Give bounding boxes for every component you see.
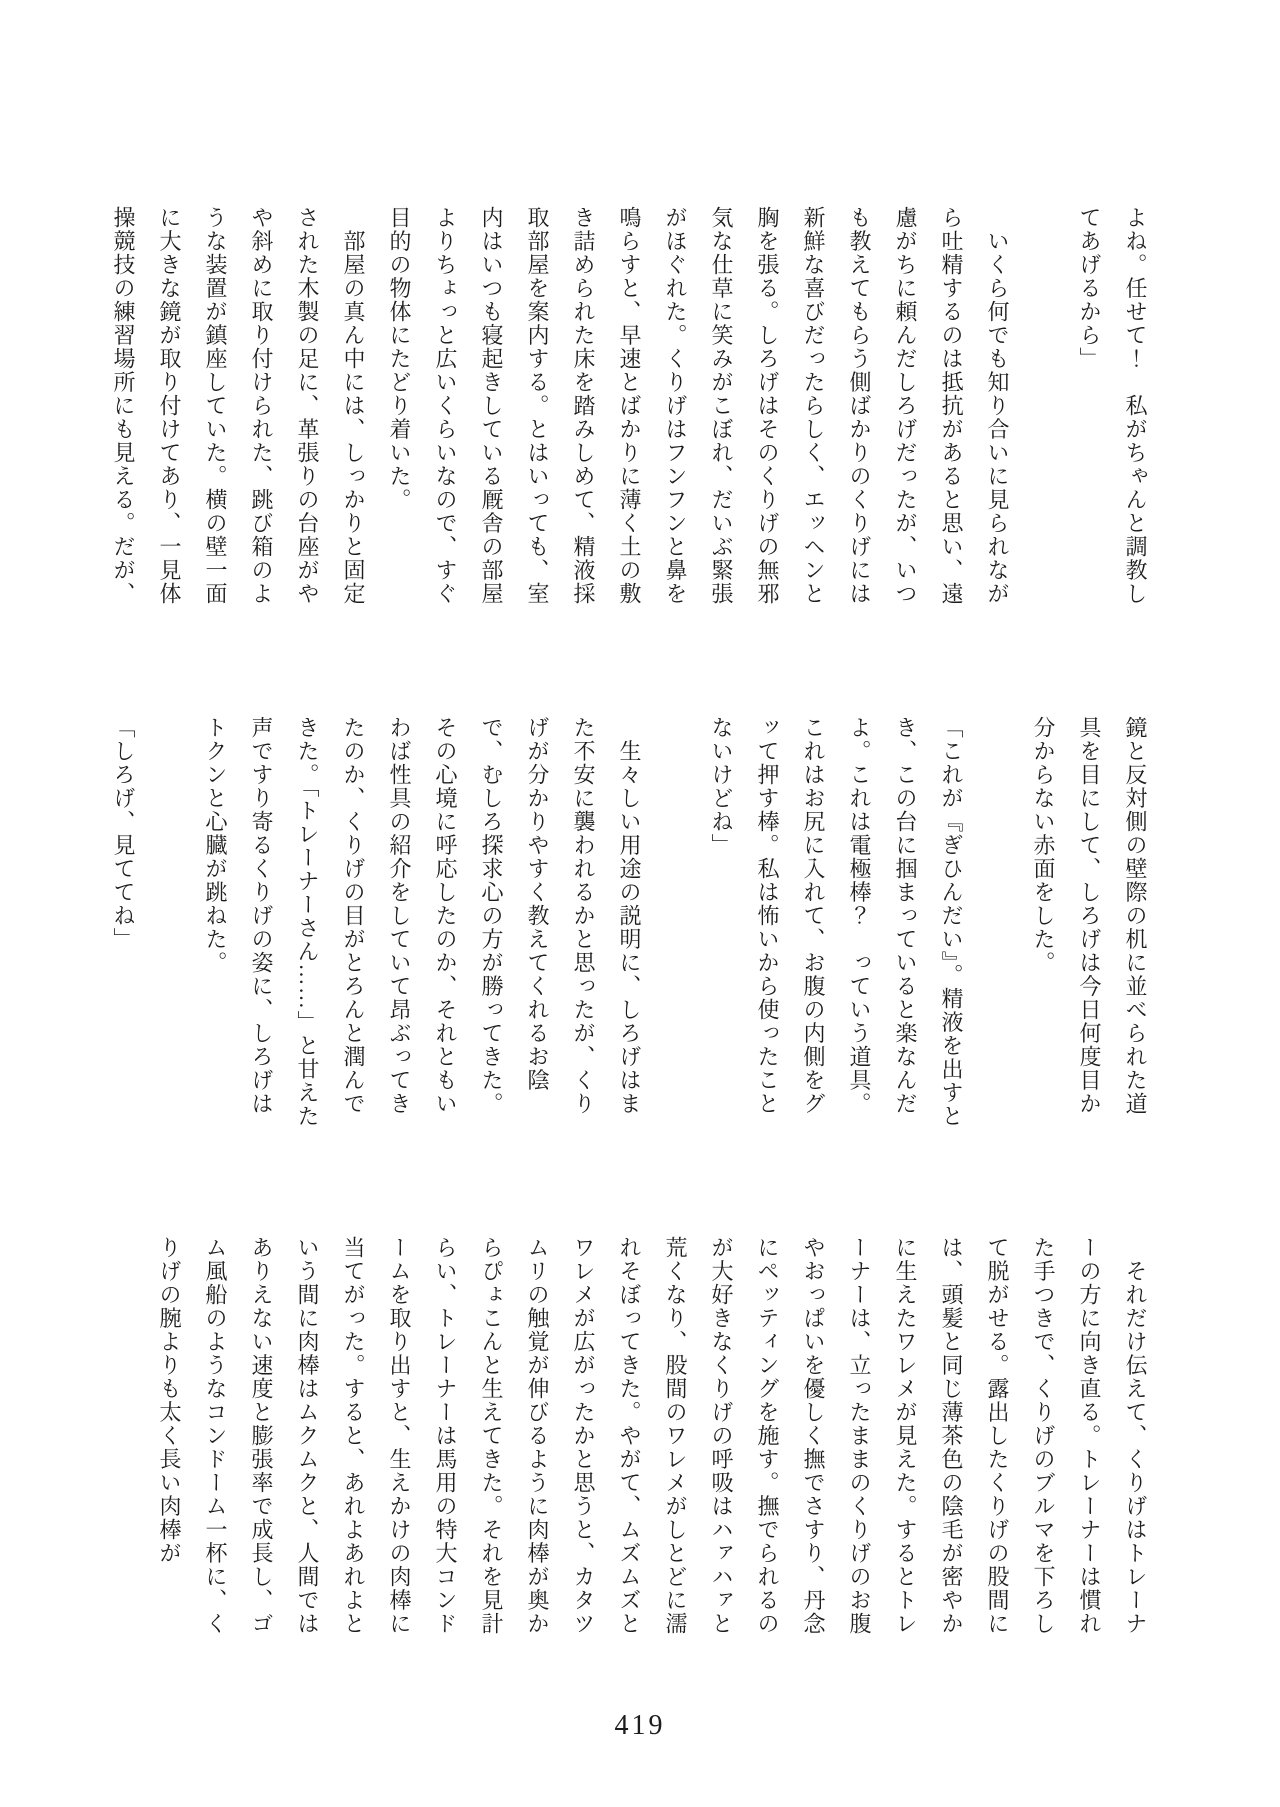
paragraph-narrative: いくら何でも知り合いに見られながら吐精するのは抵抗があると思い、遠慮がちに頼んだしろげだったが、いつも教えてもらう側ばかりのくりげには新鮮な喜びだったらしく、エッヘンと胸を張る。しろげはそのくりげの無邪気な仕草に笑みがこぼれ、だいぶ緊張がほぐれた。くりげはフンフンと鼻を鳴らすと、早速とばかりに薄く土の敷き詰められた床を踏みしめて、精液採取部屋を案内する。とはいっても、室内はいつも寝起きしている厩舎の部屋よりちょっと広いくらいなので、すぐ目的の物体にたどり着いた。 (387, 206, 1010, 606)
paragraph-narrative: 生々しい用途の説明に、しろげはまた不安に襲われるかと思ったが、くりげが分かりやすく教えてくれるお陰で、むしろ探求心の方が勝ってきた。その心境に呼応したのか、それともいわば性具の紹介をしていて昂ぶってきたのか、くりげの目がとろんと潤んできた。「トレーナーさん……」と甘えた声ですり寄るくりげの姿に、しろげはトクンと心臓が跳ねた。 (203, 716, 642, 1128)
paragraph-dialogue: 「これが『ぎひんだい』。精液を出すとき、この台に掴まっていると楽なんだよ。これは電極棒？ っていう道具。これはお尻に入れて、お腹の内側をグッて押す棒。私は怖いから使ったことないけどね」 (709, 716, 964, 1128)
page-number: 419 (614, 1710, 666, 1741)
text-section-bottom (58, 1236, 1158, 1648)
paragraph-dialogue: よね。任せて！ 私がちゃんと調教してあげるから」 (1077, 206, 1148, 606)
paragraph-dialogue: 「しろげ、見ててね」 (111, 716, 136, 951)
text-section-top (58, 206, 1158, 618)
paragraph-narrative: 鏡と反対側の壁際の机に並べられた道具を目にして、しろげは今日何度目か分からない赤面をした。 (1031, 716, 1148, 1116)
text-section-middle (58, 716, 1158, 1128)
paragraph-narrative: 部屋の真ん中には、しっかりと固定された木製の足に、革張りの台座がやや斜めに取り付けられた、跳び箱のような装置が鎮座していた。横の壁一面に大きな鏡が取り付けてあり、一見体操競技の練習場所にも見える。だが、 (111, 206, 366, 606)
paragraph-narrative: それだけ伝えて、くりげはトレーナーの方に向き直る。トレーナーは慣れた手つきで、くりげのブルマを下ろして脱がせる。露出したくりげの股間には、頭髪と同じ薄茶色の陰毛が密やかに生えたワレメが見えた。するとトレーナーは、立ったままのくりげのお腹やおっぱいを優しく撫でさすり、丹念にペッティングを施す。撫でられるのが大好きなくりげの呼吸はハァハァと荒くなり、股間のワレメがしとどに濡れそぼってきた。やがて、ムズムズとワレメが広がったかと思うと、カタツムリの触覚が伸びるように肉棒が奥からぴょこんと生えてきた。それを見計らい、トレーナーは馬用の特大コンドームを取り出すと、生えかけの肉棒に当てがった。すると、あれよあれよという間に肉棒はムクムクと、人間ではありえない速度と膨張率で成長し、ゴム風船のようなコンドーム一杯に、くりげの腕よりも太く長い肉棒が (157, 1236, 1148, 1636)
